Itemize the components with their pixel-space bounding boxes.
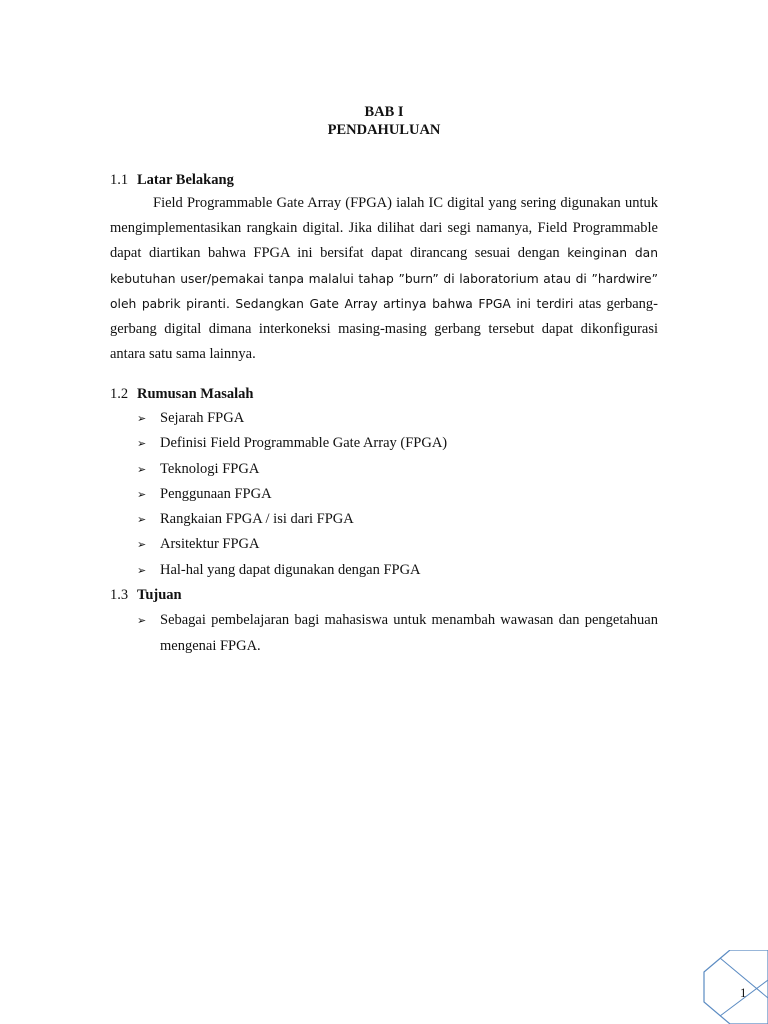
section-title: Rumusan Masalah <box>137 386 254 402</box>
section-heading-rumusan-masalah <box>110 384 253 404</box>
list-item: ➢ Sejarah FPGA <box>137 406 447 431</box>
section-heading-latar-belakang <box>110 170 234 190</box>
list-item: ➢ Definisi Field Programmable Gate Array (FPGA) <box>137 431 447 456</box>
list-item: ➢ Hal-hal yang dapat digunakan dengan FPGA <box>137 558 447 583</box>
chapter-number: BAB I <box>364 104 404 120</box>
arrowhead-bullet-icon: ➢ <box>137 487 147 501</box>
section-number: 1.1 <box>110 172 129 188</box>
section-title: Latar Belakang <box>137 172 234 188</box>
page-number: 1 <box>740 985 747 1000</box>
section-number: 1.2 <box>110 386 129 402</box>
arrowhead-bullet-icon: ➢ <box>137 538 147 552</box>
section-number: 1.3 <box>110 587 129 603</box>
rumusan-masalah-list <box>137 406 447 583</box>
arrowhead-bullet-icon: ➢ <box>137 462 147 476</box>
list-item: ➢ Arsitektur FPGA <box>137 532 447 557</box>
page-corner-decoration <box>700 950 768 1024</box>
paragraph-text-part-1: Field Programmable Gate Array (FPGA) ialah IC digital yang sering digunakan untuk mengimplementasikan rangkain digital. Jika dilihat dari segi namanya, Field Programmable dapat diartikan bahwa FPGA ini bersifat dapat dirancang sesuai dengan <box>110 195 658 262</box>
list-item: ➢ Sebagai pembelajaran bagi mahasiswa untuk menambah wawasan dan pengetahuan mengenai FPGA. <box>137 608 658 659</box>
chapter-heading <box>0 103 768 139</box>
list-item: ➢ Rangkaian FPGA / isi dari FPGA <box>137 507 447 532</box>
arrowhead-bullet-icon: ➢ <box>137 614 147 627</box>
section-title: Tujuan <box>137 587 182 603</box>
list-item: ➢ Penggunaan FPGA <box>137 482 447 507</box>
section-heading-tujuan <box>110 585 182 605</box>
list-item: ➢ Teknologi FPGA <box>137 457 447 482</box>
tujuan-list <box>137 608 658 659</box>
arrowhead-bullet-icon: ➢ <box>137 513 147 527</box>
paragraph-text-part-2: keinginan dan kebutuhan user/pemakai tanpa malalui tahap ”burn” di laboratorium atau di ”hardwire” oleh pabrik piranti. Sedangkan Gate Array artinya bahwa FPGA ini terdiri <box>110 246 658 311</box>
arrowhead-bullet-icon: ➢ <box>137 437 147 451</box>
paragraph-text-part-3: atas gerbang-gerbang digital dimana interkoneksi masing-masing gerbang tersebut dapat dikonfigurasi antara satu sama lainnya. <box>110 295 658 363</box>
arrowhead-bullet-icon: ➢ <box>137 563 147 577</box>
chapter-title: PENDAHULUAN <box>327 122 441 138</box>
background-paragraph <box>110 191 658 367</box>
arrowhead-bullet-icon: ➢ <box>137 412 147 425</box>
